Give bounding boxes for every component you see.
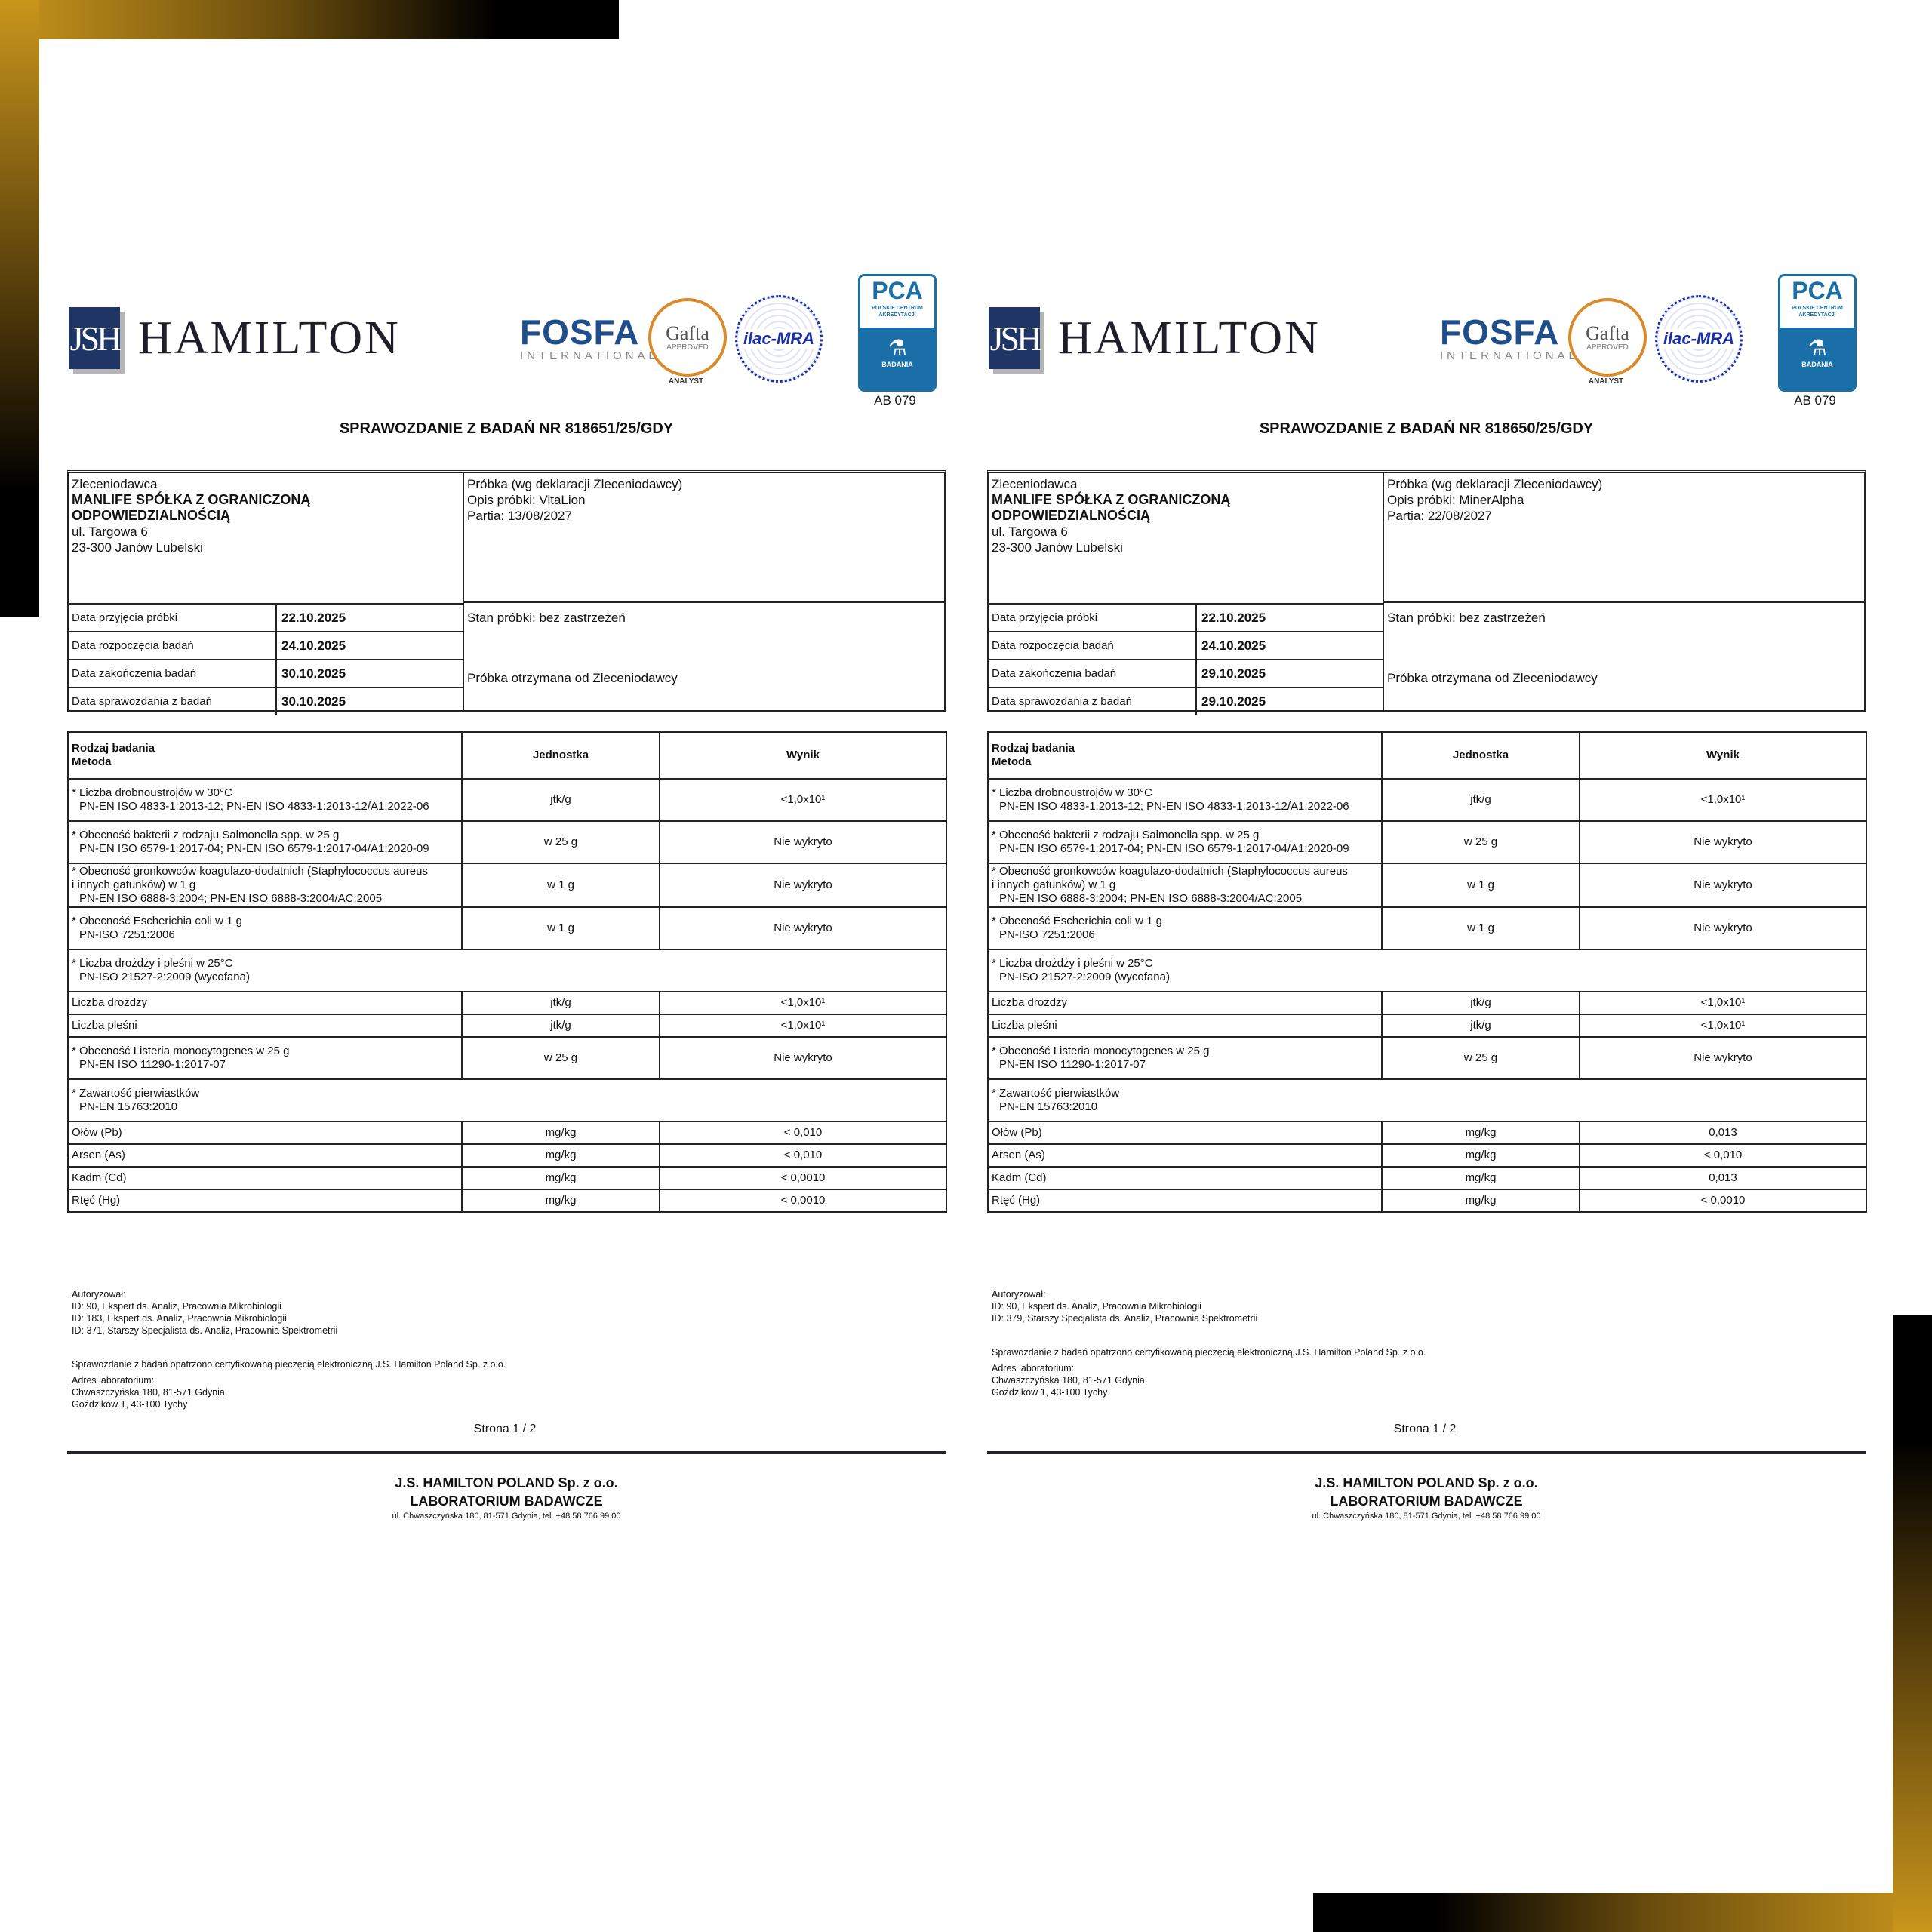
hamilton-logo	[69, 307, 401, 369]
table-row-group	[68, 1079, 946, 1121]
pca-subtitle-2: AKREDYTACJI	[878, 312, 916, 318]
date-value-start: 24.10.2025	[1201, 638, 1266, 653]
table-row	[68, 992, 946, 1014]
test-unit: w 1 g	[1382, 907, 1580, 949]
client-label: Zleceniodawca	[72, 477, 158, 491]
test-unit: w 25 g	[462, 821, 660, 863]
test-name: Liczba drożdży	[988, 992, 1382, 1014]
test-unit: mg/kg	[1382, 1121, 1580, 1144]
footer-company: J.S. HAMILTON POLAND Sp. z o.o.	[1315, 1475, 1538, 1491]
footer-divider	[987, 1451, 1866, 1454]
test-unit: mg/kg	[1382, 1144, 1580, 1167]
test-name: Kadm (Cd)	[988, 1167, 1382, 1189]
date-value-report: 30.10.2025	[281, 694, 346, 709]
auth-line: ID: 379, Starszy Specjalista ds. Analiz, Pracownia Spektrometrii	[992, 1313, 1258, 1324]
test-method: PN-ISO 7251:2006	[999, 928, 1095, 941]
table-row	[988, 1189, 1866, 1212]
test-group-cell	[988, 1079, 1866, 1121]
test-result: < 0,0010	[1580, 1189, 1866, 1212]
gafta-approved: APPROVED	[1586, 343, 1629, 352]
date-value-received: 22.10.2025	[1201, 610, 1266, 625]
test-result: Nie wykryto	[660, 1037, 946, 1079]
hamilton-logo	[989, 307, 1321, 369]
auth-label: Autoryzował:	[992, 1289, 1046, 1300]
sample-label: Próbka (wg deklaracji Zleceniodawcy)	[467, 477, 683, 491]
date-label-end: Data zakończenia badań	[989, 660, 1197, 687]
fosfa-logo	[1440, 312, 1579, 362]
table-row	[68, 1144, 946, 1167]
lab-address-2: Goździków 1, 43-100 Tychy	[72, 1399, 188, 1410]
test-method: PN-EN ISO 4833-1:2013-12; PN-EN ISO 4833-1:2013-12/A1:2022-06	[999, 800, 1349, 813]
seal-note: Sprawozdanie z badań opatrzono certyfikowaną pieczęcią elektroniczną J.S. Hamilton Poland Sp. z o.o.	[992, 1347, 1426, 1358]
gafta-logo	[1568, 298, 1647, 377]
test-unit: mg/kg	[1382, 1167, 1580, 1189]
pca-subtitle-1: POLSKIE CENTRUM	[872, 306, 923, 311]
test-result: 0,013	[1580, 1121, 1866, 1144]
test-result: <1,0x10¹	[660, 992, 946, 1014]
authorization-block	[72, 1288, 337, 1337]
date-label-received: Data przyjęcia próbki	[69, 605, 277, 631]
date-row	[69, 659, 463, 687]
lab-address-1: Chwaszczyńska 180, 81-571 Gdynia	[992, 1375, 1145, 1386]
test-method: PN-EN 15763:2010	[79, 1100, 178, 1113]
test-method: PN-ISO 7251:2006	[79, 928, 175, 941]
test-result: <1,0x10¹	[1580, 992, 1866, 1014]
test-result: <1,0x10¹	[660, 1014, 946, 1037]
table-row	[68, 1014, 946, 1037]
test-name-cell	[988, 1037, 1382, 1079]
sample-state: Stan próbki: bez zastrzeżeń	[1387, 611, 1546, 625]
test-name-cell	[68, 821, 462, 863]
test-name: * Obecność gronkowców koagulazo-dodatnich (Staphylococcus aureus	[992, 865, 1348, 878]
gafta-wordmark: Gafta	[666, 321, 709, 344]
accreditation-code: AB 079	[874, 393, 916, 408]
test-result: Nie wykryto	[1580, 1037, 1866, 1079]
table-row	[988, 992, 1866, 1014]
test-report	[987, 268, 1866, 1528]
flask-icon: ⚗	[1807, 336, 1827, 359]
results-table	[67, 731, 947, 1213]
date-label-report: Data sprawozdania z badań	[989, 688, 1197, 715]
test-name: * Obecność gronkowców koagulazo-dodatnich (Staphylococcus aureus	[72, 865, 428, 878]
table-row	[988, 1144, 1866, 1167]
date-value-received: 22.10.2025	[281, 610, 346, 625]
test-name: Rtęć (Hg)	[68, 1189, 462, 1212]
header-method-1: Rodzaj badania	[72, 742, 155, 755]
decor-gold-bar-bottom	[1313, 1893, 1932, 1932]
test-name: Rtęć (Hg)	[988, 1189, 1382, 1212]
pca-badania: BADANIA	[1801, 361, 1833, 368]
client-name-line-1: MANLIFE SPÓŁKA Z OGRANICZONĄ	[992, 492, 1231, 507]
test-method: PN-EN ISO 6888-3:2004; PN-EN ISO 6888-3:2004/AC:2005	[79, 892, 383, 905]
info-box	[67, 470, 946, 712]
hamilton-mark-icon: JSH	[69, 307, 120, 369]
fosfa-wordmark: FOSFA	[1440, 312, 1560, 352]
test-result: < 0,0010	[660, 1167, 946, 1189]
lab-address-1: Chwaszczyńska 180, 81-571 Gdynia	[72, 1387, 225, 1398]
test-name-cell	[988, 821, 1382, 863]
test-name: * Liczba drobnoustrojów w 30°C	[992, 786, 1152, 799]
table-row	[68, 779, 946, 821]
date-label-received: Data przyjęcia próbki	[989, 605, 1197, 631]
table-row	[68, 907, 946, 949]
client-block	[992, 476, 1377, 555]
test-name-cell	[988, 779, 1382, 821]
gafta-wordmark: Gafta	[1586, 321, 1629, 344]
test-result: Nie wykryto	[660, 907, 946, 949]
header-method-2: Metoda	[72, 755, 112, 768]
pca-wordmark: PCA	[1792, 277, 1843, 304]
table-row	[68, 1037, 946, 1079]
test-name: * Zawartość pierwiastków	[992, 1087, 1120, 1100]
test-result: <1,0x10¹	[660, 779, 946, 821]
date-row	[989, 631, 1383, 659]
sample-received: Próbka otrzymana od Zleceniodawcy	[467, 671, 678, 685]
client-block	[72, 476, 457, 555]
date-label-report: Data sprawozdania z badań	[69, 688, 277, 715]
date-row	[989, 603, 1383, 631]
pca-wordmark: PCA	[872, 277, 923, 304]
fosfa-logo	[520, 312, 659, 362]
sample-block	[1383, 473, 1866, 603]
table-row	[988, 779, 1866, 821]
lab-address-label: Adres laboratorium:	[72, 1375, 155, 1386]
client-city: 23-300 Janów Lubelski	[992, 540, 1123, 555]
pca-logo	[1778, 274, 1857, 392]
date-label-start: Data rozpoczęcia badań	[989, 632, 1197, 659]
auth-line: ID: 371, Starszy Specjalista ds. Analiz, Pracownia Spektrometrii	[72, 1325, 338, 1336]
logo-row	[987, 268, 1866, 408]
test-name: Arsen (As)	[988, 1144, 1382, 1167]
table-row-group	[988, 1079, 1866, 1121]
footer-company: J.S. HAMILTON POLAND Sp. z o.o.	[395, 1475, 618, 1491]
table-row-group	[988, 949, 1866, 992]
ilac-mra-logo	[735, 295, 823, 383]
test-name: * Obecność bakterii z rodzaju Salmonella spp. w 25 g	[992, 829, 1260, 841]
date-value-end: 29.10.2025	[1201, 666, 1266, 681]
test-unit: w 1 g	[462, 863, 660, 907]
test-name: Kadm (Cd)	[68, 1167, 462, 1189]
test-name: * Obecność Listeria monocytogenes w 25 g	[992, 1044, 1210, 1057]
test-method: PN-EN ISO 11290-1:2017-07	[79, 1058, 226, 1071]
date-label-end: Data zakończenia badań	[69, 660, 277, 687]
table-row	[988, 821, 1866, 863]
table-row	[988, 907, 1866, 949]
test-unit: w 25 g	[462, 1037, 660, 1079]
test-name: Liczba drożdży	[68, 992, 462, 1014]
auth-line: ID: 90, Ekspert ds. Analiz, Pracownia Mikrobiologii	[992, 1301, 1201, 1312]
sample-batch: Partia: 13/08/2027	[467, 509, 572, 523]
test-method: PN-ISO 21527-2:2009 (wycofana)	[79, 971, 250, 983]
authorization-block	[992, 1288, 1257, 1324]
date-row	[69, 687, 463, 715]
date-row	[69, 603, 463, 631]
auth-list	[72, 1300, 337, 1337]
test-group-cell	[988, 949, 1866, 992]
client-name-line-1: MANLIFE SPÓŁKA Z OGRANICZONĄ	[72, 492, 311, 507]
test-name: Arsen (As)	[68, 1144, 462, 1167]
table-row	[988, 1014, 1866, 1037]
flask-icon: ⚗	[888, 336, 907, 359]
test-unit: jtk/g	[462, 992, 660, 1014]
date-label-start: Data rozpoczęcia badań	[69, 632, 277, 659]
table-row	[988, 863, 1866, 907]
test-name: * Obecność Escherichia coli w 1 g	[992, 915, 1162, 928]
test-group-cell	[68, 949, 946, 992]
test-unit: jtk/g	[1382, 1014, 1580, 1037]
test-result: 0,013	[1580, 1167, 1866, 1189]
auth-label: Autoryzował:	[72, 1289, 126, 1300]
test-result: <1,0x10¹	[1580, 779, 1866, 821]
test-name: Liczba pleśni	[988, 1014, 1382, 1037]
auth-line: ID: 183, Ekspert ds. Analiz, Pracownia Mikrobiologii	[72, 1313, 287, 1324]
test-unit: w 1 g	[462, 907, 660, 949]
table-row	[68, 821, 946, 863]
test-name: * Liczba drożdży i pleśni w 25°C	[72, 957, 233, 970]
footer	[67, 1474, 946, 1522]
sample-block	[463, 473, 946, 603]
pca-badania: BADANIA	[881, 361, 913, 368]
test-unit: mg/kg	[1382, 1189, 1580, 1212]
pca-subtitle-1: POLSKIE CENTRUM	[1792, 306, 1843, 311]
test-result: <1,0x10¹	[1580, 1014, 1866, 1037]
hamilton-mark-icon: JSH	[989, 307, 1040, 369]
test-method: PN-EN ISO 6579-1:2017-04; PN-EN ISO 6579-1:2017-04/A1:2020-09	[999, 842, 1349, 855]
fosfa-subtitle: INTERNATIONAL	[1440, 349, 1579, 362]
footer	[987, 1474, 1866, 1522]
sample-description: Opis próbki: MinerAlpha	[1387, 493, 1524, 507]
pca-logo	[858, 274, 937, 392]
client-name-line-2: ODPOWIEDZIALNOŚCIĄ	[72, 508, 230, 523]
test-unit: mg/kg	[462, 1121, 660, 1144]
results-header-row	[988, 732, 1866, 779]
test-method: PN-EN ISO 6888-3:2004; PN-EN ISO 6888-3:2004/AC:2005	[999, 892, 1303, 905]
sample-state-block	[1383, 603, 1866, 710]
test-name-cont: i innych gatunków) w 1 g	[72, 878, 196, 891]
test-result: Nie wykryto	[1580, 821, 1866, 863]
test-unit: w 1 g	[1382, 863, 1580, 907]
decor-gold-bar-left	[0, 0, 39, 617]
ilac-wordmark: ilac-MRA	[1663, 329, 1735, 348]
test-unit: mg/kg	[462, 1144, 660, 1167]
decor-gold-bar-right	[1893, 1315, 1932, 1932]
test-result: < 0,010	[1580, 1144, 1866, 1167]
sample-description: Opis próbki: VitaLion	[467, 493, 586, 507]
test-result: Nie wykryto	[1580, 907, 1866, 949]
header-method-1: Rodzaj badania	[992, 742, 1075, 755]
test-unit: w 25 g	[1382, 821, 1580, 863]
footer-address: ul. Chwaszczyńska 180, 81-571 Gdynia, tel. +48 58 766 99 00	[392, 1512, 621, 1521]
footer-address: ul. Chwaszczyńska 180, 81-571 Gdynia, tel. +48 58 766 99 00	[1312, 1512, 1541, 1521]
date-value-start: 24.10.2025	[281, 638, 346, 653]
header-method-2: Metoda	[992, 755, 1032, 768]
test-method: PN-EN ISO 6579-1:2017-04; PN-EN ISO 6579-1:2017-04/A1:2020-09	[79, 842, 429, 855]
page-number: Strona 1 / 2	[1393, 1423, 1457, 1435]
client-street: ul. Targowa 6	[992, 525, 1068, 539]
test-name: * Obecność Listeria monocytogenes w 25 g	[72, 1044, 290, 1057]
results-header-row	[68, 732, 946, 779]
test-name: * Obecność bakterii z rodzaju Salmonella spp. w 25 g	[72, 829, 340, 841]
table-row	[68, 1189, 946, 1212]
test-unit: mg/kg	[462, 1167, 660, 1189]
client-label: Zleceniodawca	[992, 477, 1078, 491]
header-method	[68, 732, 462, 779]
table-row-group	[68, 949, 946, 992]
sample-received: Próbka otrzymana od Zleceniodawcy	[1387, 671, 1598, 685]
test-report	[67, 268, 946, 1528]
test-name: Liczba pleśni	[68, 1014, 462, 1037]
test-unit: jtk/g	[462, 1014, 660, 1037]
date-row	[69, 631, 463, 659]
footer-lab: LABORATORIUM BADAWCZE	[410, 1494, 603, 1509]
table-row	[988, 1121, 1866, 1144]
client-name-line-2: ODPOWIEDZIALNOŚCIĄ	[992, 508, 1150, 523]
test-method: PN-EN ISO 11290-1:2017-07	[999, 1058, 1146, 1071]
test-result: Nie wykryto	[660, 863, 946, 907]
fosfa-subtitle: INTERNATIONAL	[520, 349, 659, 362]
table-row	[68, 1167, 946, 1189]
results-table	[987, 731, 1867, 1213]
test-group-cell	[68, 1079, 946, 1121]
header-result: Wynik	[1580, 732, 1866, 779]
test-result: Nie wykryto	[1580, 863, 1866, 907]
test-result: Nie wykryto	[660, 821, 946, 863]
test-result: < 0,010	[660, 1121, 946, 1144]
ilac-mra-logo	[1655, 295, 1743, 383]
table-row	[68, 1121, 946, 1144]
info-box	[987, 470, 1866, 712]
seal-note: Sprawozdanie z badań opatrzono certyfikowaną pieczęcią elektroniczną J.S. Hamilton Poland Sp. z o.o.	[72, 1359, 506, 1370]
sample-state: Stan próbki: bez zastrzeżeń	[467, 611, 626, 625]
fosfa-wordmark: FOSFA	[520, 312, 640, 352]
sample-label: Próbka (wg deklaracji Zleceniodawcy)	[1387, 477, 1603, 491]
footer-divider	[67, 1451, 946, 1454]
date-value-end: 30.10.2025	[281, 666, 346, 681]
test-name-cell	[68, 779, 462, 821]
report-title: SPRAWOZDANIE Z BADAŃ NR 818651/25/GDY	[339, 420, 674, 437]
table-row	[988, 1037, 1866, 1079]
sample-batch: Partia: 22/08/2027	[1387, 509, 1492, 523]
test-method: PN-EN ISO 4833-1:2013-12; PN-EN ISO 4833-1:2013-12/A1:2022-06	[79, 800, 429, 813]
test-name-cell	[988, 863, 1382, 907]
page-number: Strona 1 / 2	[473, 1423, 537, 1435]
test-unit: w 25 g	[1382, 1037, 1580, 1079]
test-method: PN-ISO 21527-2:2009 (wycofana)	[999, 971, 1170, 983]
date-row	[989, 659, 1383, 687]
client-street: ul. Targowa 6	[72, 525, 148, 539]
test-name: Ołów (Pb)	[68, 1121, 462, 1144]
auth-list	[992, 1300, 1257, 1324]
test-unit: jtk/g	[1382, 779, 1580, 821]
footer-lab: LABORATORIUM BADAWCZE	[1330, 1494, 1523, 1509]
date-value-report: 29.10.2025	[1201, 694, 1266, 709]
test-result: < 0,010	[660, 1144, 946, 1167]
header-unit: Jednostka	[462, 732, 660, 779]
gafta-logo	[648, 298, 727, 377]
test-unit: jtk/g	[1382, 992, 1580, 1014]
test-name-cell	[988, 907, 1382, 949]
logo-row	[67, 268, 946, 408]
header-method	[988, 732, 1382, 779]
table-row	[988, 1167, 1866, 1189]
header-unit: Jednostka	[1382, 732, 1580, 779]
test-name-cell	[68, 863, 462, 907]
lab-address-2: Goździków 1, 43-100 Tychy	[992, 1387, 1108, 1398]
dates-table	[989, 603, 1383, 715]
test-unit: mg/kg	[462, 1189, 660, 1212]
test-method: PN-EN 15763:2010	[999, 1100, 1098, 1113]
test-result: < 0,0010	[660, 1189, 946, 1212]
ilac-wordmark: ilac-MRA	[743, 329, 815, 348]
client-city: 23-300 Janów Lubelski	[72, 540, 203, 555]
header-result: Wynik	[660, 732, 946, 779]
sample-state-block	[463, 603, 946, 710]
pca-subtitle-2: AKREDYTACJI	[1798, 312, 1836, 318]
gafta-approved: APPROVED	[666, 343, 709, 352]
table-row	[68, 863, 946, 907]
report-title: SPRAWOZDANIE Z BADAŃ NR 818650/25/GDY	[1259, 420, 1594, 437]
lab-address-block	[992, 1362, 1145, 1398]
accreditation-code: AB 079	[1794, 393, 1836, 408]
gafta-analyst-label: ANALYST	[668, 377, 704, 386]
test-name: * Liczba drożdży i pleśni w 25°C	[992, 957, 1153, 970]
hamilton-wordmark: HAMILTON	[138, 312, 401, 364]
auth-line: ID: 90, Ekspert ds. Analiz, Pracownia Mikrobiologii	[72, 1301, 281, 1312]
test-name-cell	[68, 907, 462, 949]
test-name: * Zawartość pierwiastków	[72, 1087, 200, 1100]
lab-address-block	[72, 1374, 225, 1411]
hamilton-wordmark: HAMILTON	[1058, 312, 1321, 364]
test-name: * Liczba drobnoustrojów w 30°C	[72, 786, 232, 799]
test-name: Ołów (Pb)	[988, 1121, 1382, 1144]
test-name: * Obecność Escherichia coli w 1 g	[72, 915, 242, 928]
decor-gold-bar-top	[0, 0, 619, 39]
lab-address-label: Adres laboratorium:	[992, 1363, 1075, 1374]
gafta-analyst-label: ANALYST	[1588, 377, 1624, 386]
test-unit: jtk/g	[462, 779, 660, 821]
dates-table	[69, 603, 463, 715]
date-row	[989, 687, 1383, 715]
test-name-cell	[68, 1037, 462, 1079]
test-name-cont: i innych gatunków) w 1 g	[992, 878, 1116, 891]
